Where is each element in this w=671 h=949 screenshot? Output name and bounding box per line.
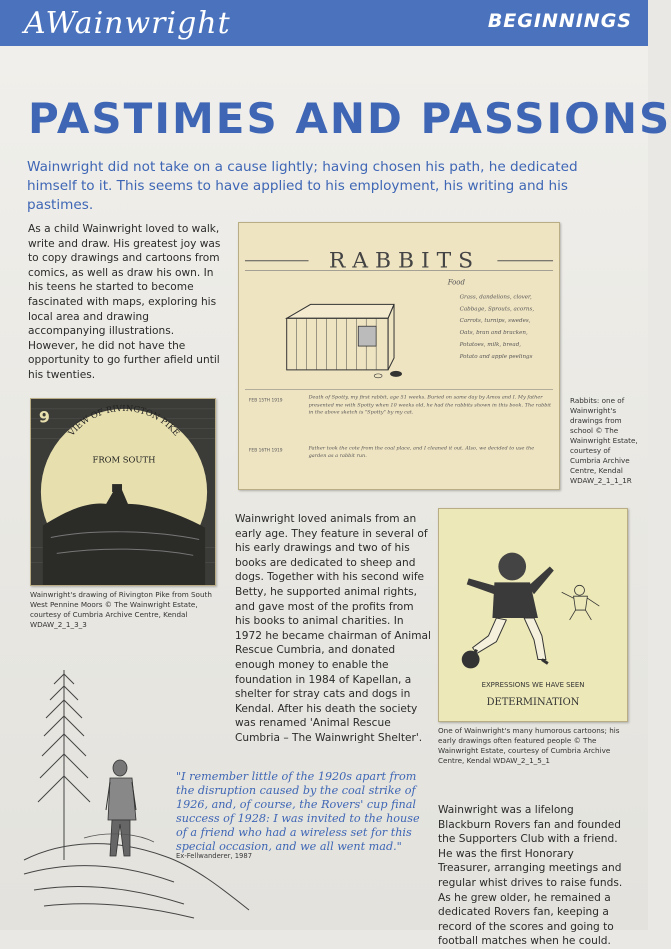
rabbits-drawing xyxy=(238,222,560,490)
rivington-subtitle: FROM SOUTH xyxy=(92,454,156,465)
quote-source: Ex-Fellwanderer, 1987 xyxy=(176,852,253,860)
expressions-line-1: EXPRESSIONS WE HAVE SEEN xyxy=(481,681,585,690)
rabbits-heading: R A B B I T S xyxy=(328,248,474,274)
wainwright-logo: AWainwright xyxy=(24,6,231,41)
rivington-caption: Wainwright's drawing of Rivington Pike from South West Pennine Moors © The Wainwright Estate, courtesy of Cumbria Archive Centre, Kendal WDAW_2_1_3_3 xyxy=(30,590,212,629)
expressions-caption: One of Wainwright's many humorous cartoons; his early drawings often featured people © The Wainwright Estate, courtesy of Cumbria Archive Centre, Kendal WDAW_2_1_5_1 xyxy=(438,726,620,765)
food-line: Potatoes, milk, bread, xyxy=(459,342,522,349)
log-date-2: FEB 16TH 1919 xyxy=(248,448,283,454)
rovers-paragraph: Wainwright was a lifelong Blackburn Rovers fan and founded the Supporters Club with a friend. He was the first Honorary Treasurer, arranging meetings and regular whist drives to raise funds. As he grew older, he remained a dedicated Rovers fan, keeping a record of the scores and going to football matches when he could. xyxy=(438,804,623,948)
log-entry-2: Father took the cote from the coal place, and I cleaned it out. Also, we decided to use the garden as a rabbit run. xyxy=(308,445,535,459)
rivington-number: 9 xyxy=(38,407,50,427)
quote-text: "I remember little of the 1920s apart from the disruption caused by the coal strike of 1926, and, of course, the Rovers' cup final success of 1928: I was invited to the house of a friend who had a wireless set for this special occasion, and we all went mad." xyxy=(176,770,420,853)
rivington-drawing xyxy=(30,398,216,586)
food-line: Carrots, turnips, swedes, xyxy=(459,318,531,325)
log-date-1: FEB 15TH 1919 xyxy=(248,398,283,404)
food-title: Food xyxy=(447,278,465,287)
section-label: BEGINNINGS xyxy=(487,10,632,32)
childhood-paragraph: As a child Wainwright loved to walk, write and draw. His greatest joy was to copy drawings and cartoons from comics, as well as draw his own. In his teens he started to become fascinated with maps, exploring his local area and drawing accompanying illustrations. However, he did not have the opportunity to go further afield until his twenties. xyxy=(28,223,221,381)
food-line: Grass, dandelions, clover, xyxy=(459,294,532,301)
rivington-arc-title: VIEW OF RIVINGTON PIKE xyxy=(66,402,182,438)
rabbits-caption: Rabbits: one of Wainwright's drawings from school © The Wainwright Estate, courtesy of Cumbria Archive Centre, Kendal WDAW_2_1_1_1R xyxy=(570,396,638,485)
expressions-cartoon xyxy=(438,508,628,722)
food-line: Cabbage, Sprouts, acorns, xyxy=(459,306,535,313)
food-line: Potato and apple peelings xyxy=(459,353,533,360)
header-bar xyxy=(0,0,648,46)
animals-paragraph: Wainwright loved animals from an early age. They feature in several of his early drawings and two of his books are dedicated to sheep and dogs. Together with his second wife Betty, he supported animal rights, and gave most of the profits from his books to animal charities. In 1972 he became chairman of Animal Rescue Cumbria, and donated enough money to enable the foundation in 1984 of Kapellan, a shelter for stray cats and dogs in Kendal. After his death the society was renamed 'Animal Rescue Cumbria – The Wainwright Shelter'. xyxy=(235,513,431,744)
intro-text: Wainwright did not take on a cause lightly; having chosen his path, he dedicated himself to it. This seems to have applied to his employment, his writing and his pastimes. xyxy=(27,159,578,213)
log-entry-1: Death of Spotty, my first rabbit, age 51 weeks. Buried on same day by Amos and I. My father presented me with Spotty when 10 weeks old, he had the rabbits shown in this book. The rabbit in the above sketch is "Spotty" by my cat. xyxy=(308,394,552,416)
food-line: Oats, bran and bracken, xyxy=(459,330,528,337)
page-title: PASTIMES AND PASSIONS xyxy=(28,94,671,143)
expressions-line-2: DETERMINATION xyxy=(486,697,580,709)
